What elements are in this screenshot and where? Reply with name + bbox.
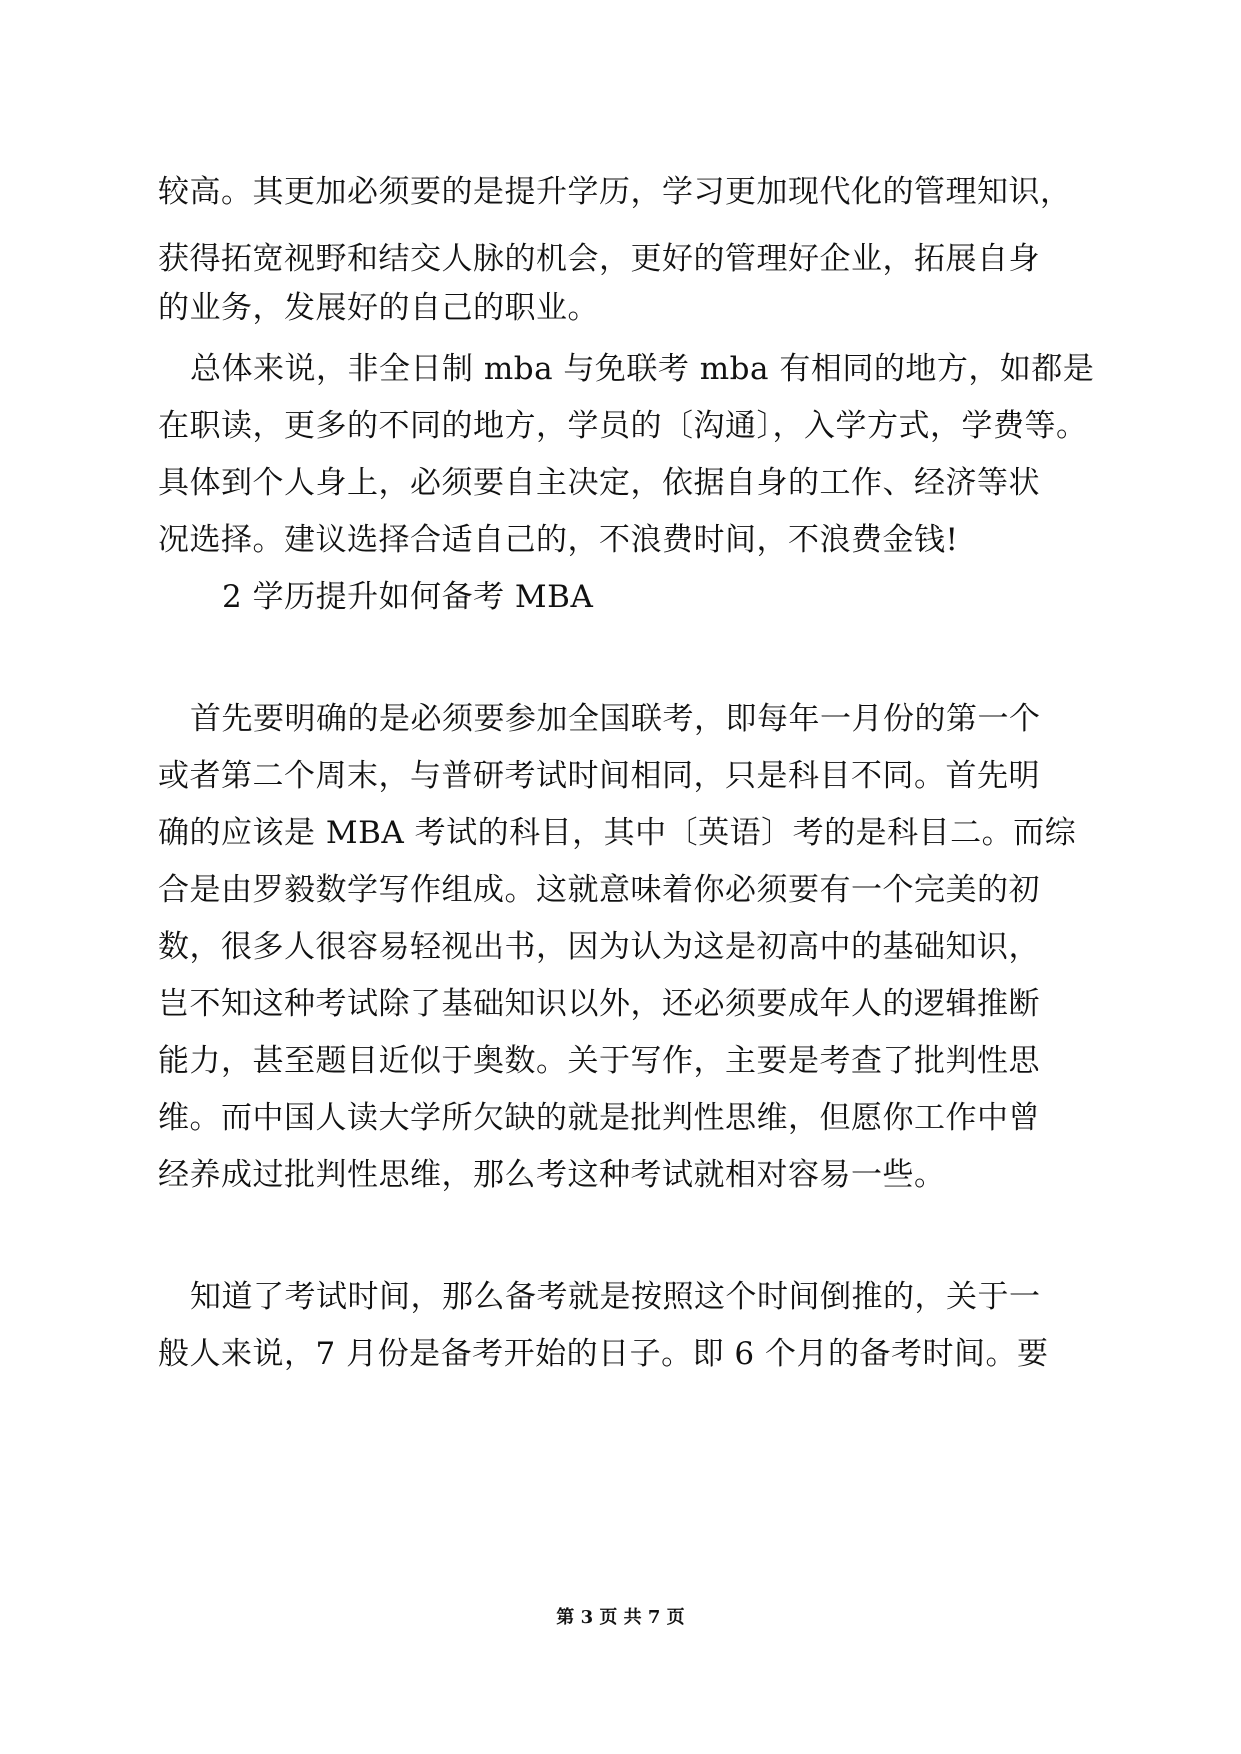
paragraph-1-line-3: 的业务，发展好的自己的职业。	[158, 290, 599, 326]
paragraph-3-line-6: 岂不知这种考试除了基础知识以外，还必须要成年人的逻辑推断	[158, 986, 1040, 1022]
paragraph-4-line-1: 知道了考试时间，那么备考就是按照这个时间倒推的，关于一	[190, 1279, 1041, 1315]
page-number-footer: 第 3 页 共 7 页	[556, 1607, 685, 1628]
paragraph-1-line-2: 获得拓宽视野和结交人脉的机会，更好的管理好企业，拓展自身	[158, 241, 1040, 277]
paragraph-3-line-3: 确的应该是 MBA 考试的科目，其中〔英语〕考的是科目二。而综	[158, 815, 1077, 851]
paragraph-3-line-5: 数，很多人很容易轻视出书，因为认为这是初高中的基础知识，	[158, 929, 1040, 965]
paragraph-2-line-2: 在职读，更多的不同的地方，学员的〔沟通〕，入学方式，学费等。	[158, 408, 1088, 444]
paragraph-4-line-2: 般人来说，7 月份是备考开始的日子。即 6 个月的备考时间。要	[158, 1336, 1049, 1372]
paragraph-3-line-8: 维。而中国人读大学所欠缺的就是批判性思维，但愿你工作中曾	[158, 1100, 1040, 1136]
paragraph-3-line-4: 合是由罗毅数学写作组成。这就意味着你必须要有一个完美的初	[158, 872, 1040, 908]
paragraph-1-line-1: 较高。其更加必须要的是提升学历，学习更加现代化的管理知识，	[158, 174, 1072, 210]
paragraph-2-line-4: 况选择。建议选择合适自己的，不浪费时间，不浪费金钱!	[158, 522, 959, 558]
section-heading: 2 学历提升如何备考 MBA	[222, 579, 594, 615]
paragraph-3-line-1: 首先要明确的是必须要参加全国联考，即每年一月份的第一个	[190, 701, 1041, 737]
paragraph-3-line-9: 经养成过批判性思维，那么考这种考试就相对容易一些。	[158, 1157, 946, 1193]
paragraph-3-line-7: 能力，甚至题目近似于奥数。关于写作，主要是考查了批判性思	[158, 1043, 1040, 1079]
paragraph-2-line-1: 总体来说，非全日制 mba 与免联考 mba 有相同的地方，如都是	[190, 351, 1095, 387]
paragraph-2-line-3: 具体到个人身上，必须要自主决定，依据自身的工作、经济等状	[158, 465, 1040, 501]
paragraph-3-line-2: 或者第二个周末，与普研考试时间相同，只是科目不同。首先明	[158, 758, 1040, 794]
